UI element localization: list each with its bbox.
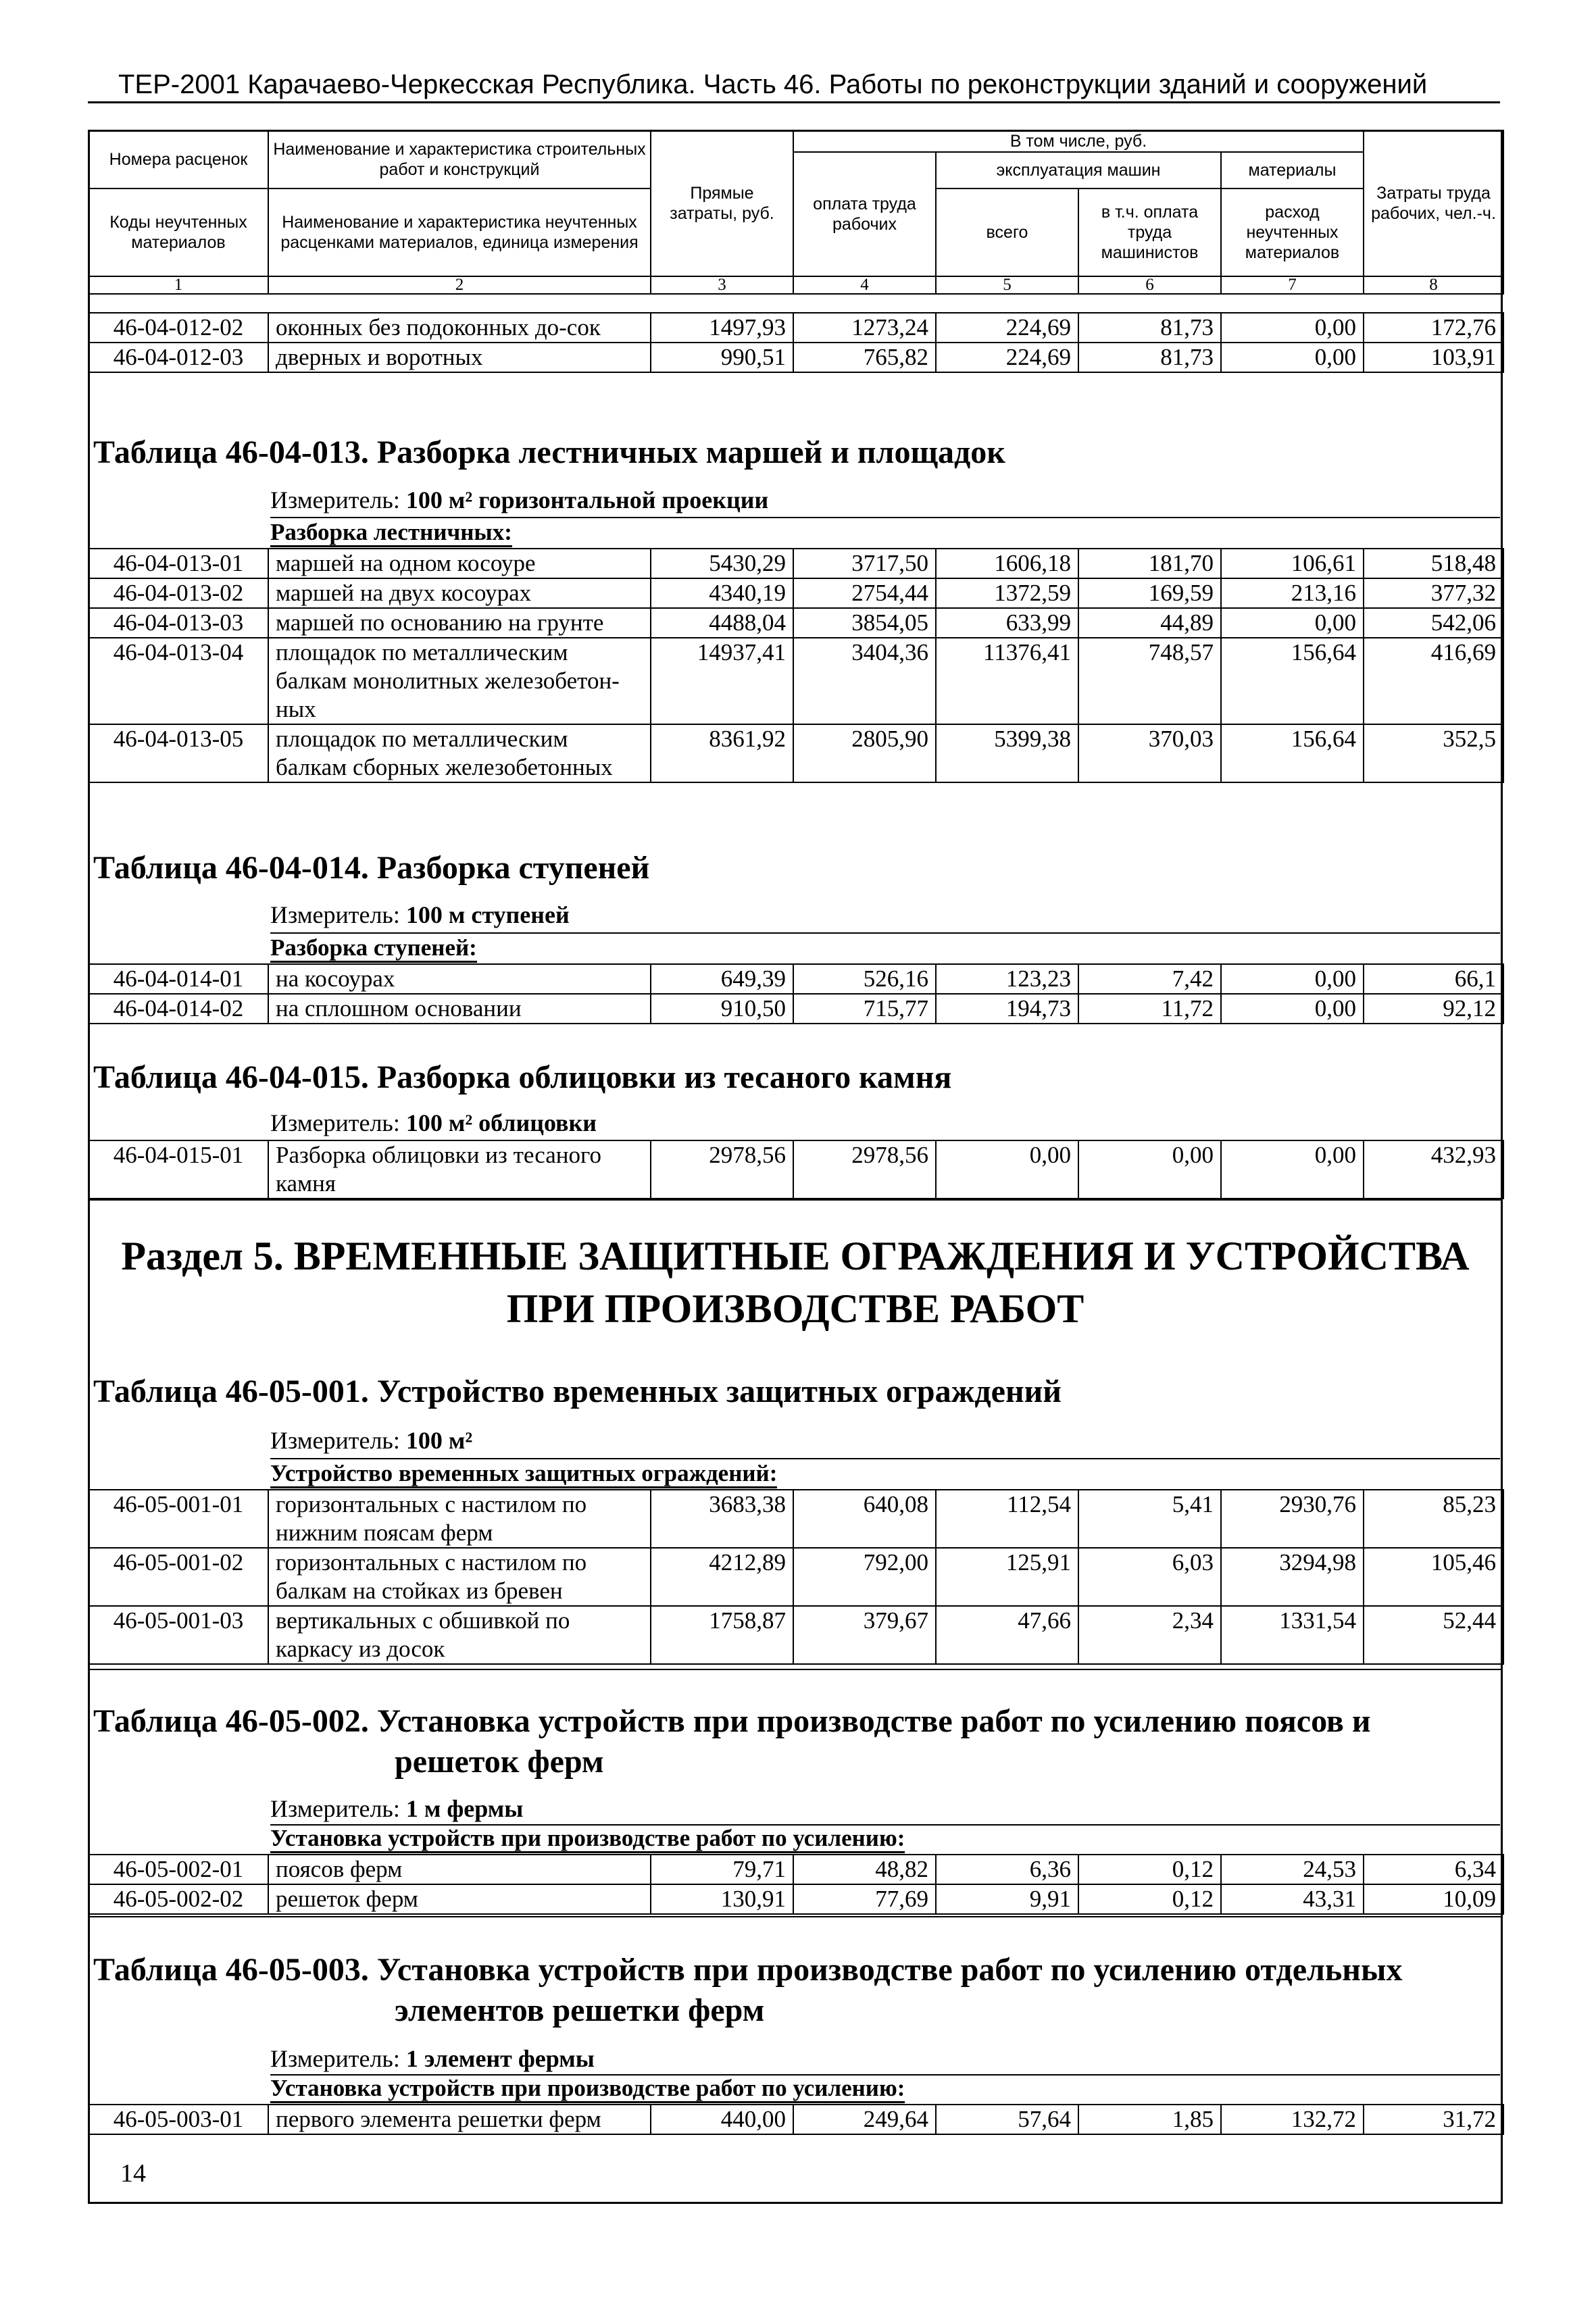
header-num-2: 2 [268, 276, 651, 294]
table-row [89, 313, 1503, 343]
wages-value: 1273,24 [793, 313, 936, 343]
header-wages: оплата труда рабочих [793, 152, 936, 276]
table-row [89, 1855, 1503, 1884]
running-head-rule [88, 101, 1500, 103]
rate-code: 46-04-013-02 [89, 578, 268, 608]
wages-value: 715,77 [793, 994, 936, 1024]
header-unaccounted-names: Наименование и характеристика неучтенных расценками материалов, единица измерения [268, 188, 651, 276]
work-name: маршей на двух косоурах [268, 578, 651, 608]
rate-code: 46-04-013-05 [89, 724, 268, 782]
rows-46-04-013 [88, 548, 1504, 783]
header-unaccounted-codes: Коды неучтенных материалов [89, 188, 268, 276]
direct-costs-value: 4488,04 [651, 608, 793, 638]
table-row [89, 1884, 1503, 1914]
header-num-5: 5 [936, 276, 1078, 294]
direct-costs-value: 3683,38 [651, 1490, 793, 1548]
direct-costs-value: 440,00 [651, 2105, 793, 2134]
rows-46-04-012 [88, 312, 1504, 373]
table-title-46-05-003: Таблица 46-05-003. Установка устройств при производстве работ по усилению отдельных элементов решетки ферм [93, 1952, 1403, 2028]
unit-46-05-002: Измеритель: 1 м фермы [270, 1795, 524, 1822]
column-header-table [88, 130, 1504, 295]
materials-value: 0,00 [1221, 343, 1364, 372]
machines-wages-value: 5,41 [1078, 1490, 1221, 1548]
direct-costs-value: 1497,93 [651, 313, 793, 343]
work-name: площадок по металлическим балкам монолитных железобетон-ных [268, 638, 651, 724]
table-row [89, 1548, 1503, 1606]
machines-total-value: 224,69 [936, 343, 1078, 372]
wages-value: 249,64 [793, 2105, 936, 2134]
table-row [89, 638, 1503, 724]
divider [88, 1916, 1503, 1917]
header-num-3: 3 [651, 276, 793, 294]
header-work-name: Наименование и характеристика строительных работ и конструкций [268, 130, 651, 188]
materials-value: 132,72 [1221, 2105, 1364, 2134]
table-title-46-04-013: Таблица 46-04-013. Разборка лестничных маршей и площадок [93, 434, 1005, 470]
rate-code: 46-04-014-01 [89, 964, 268, 994]
rate-code: 46-04-013-03 [89, 608, 268, 638]
direct-costs-value: 2978,56 [651, 1140, 793, 1199]
rows-46-05-003 [88, 2104, 1504, 2135]
unit-46-04-015: Измеритель: 100 м² облицовки [270, 1109, 597, 1136]
work-name: вертикальных с обшивкой по каркасу из досок [268, 1606, 651, 1664]
machines-wages-value: 0,12 [1078, 1884, 1221, 1914]
wages-value: 3404,36 [793, 638, 936, 724]
rows-46-04-015 [88, 1140, 1504, 1199]
direct-costs-value: 14937,41 [651, 638, 793, 724]
table-row [89, 994, 1503, 1024]
wages-value: 526,16 [793, 964, 936, 994]
rows-46-05-002 [88, 1854, 1504, 1915]
rows-46-05-001 [88, 1489, 1504, 1665]
work-name: поясов ферм [268, 1855, 651, 1884]
header-including: В том числе, руб. [793, 130, 1364, 152]
unit-46-05-001: Измеритель: 100 м² [270, 1427, 473, 1454]
table-row [89, 1490, 1503, 1548]
table-row [89, 1140, 1503, 1199]
wages-value: 3854,05 [793, 608, 936, 638]
machines-wages-value: 0,12 [1078, 1855, 1221, 1884]
materials-value: 24,53 [1221, 1855, 1364, 1884]
work-name: первого элемента решетки ферм [268, 2105, 651, 2134]
unit-46-05-003: Измеритель: 1 элемент фермы [270, 2045, 595, 2072]
direct-costs-value: 1758,87 [651, 1606, 793, 1664]
labor-value: 103,91 [1364, 343, 1503, 372]
labor-value: 432,93 [1364, 1140, 1503, 1199]
rate-code: 46-05-002-02 [89, 1884, 268, 1914]
machines-wages-value: 81,73 [1078, 343, 1221, 372]
group-label-46-05-001: Устройство временных защитных ограждений: [270, 1459, 777, 1488]
materials-value: 156,64 [1221, 724, 1364, 782]
header-direct-costs: Прямые затраты, руб. [651, 130, 793, 276]
table-title-46-04-014: Таблица 46-04-014. Разборка ступеней [93, 850, 650, 886]
work-name: дверных и воротных [268, 343, 651, 372]
table-row [89, 964, 1503, 994]
table-row [89, 343, 1503, 372]
header-machines-total: всего [936, 188, 1078, 276]
wages-value: 640,08 [793, 1490, 936, 1548]
materials-value: 43,31 [1221, 1884, 1364, 1914]
labor-value: 31,72 [1364, 2105, 1503, 2134]
machines-wages-value: 11,72 [1078, 994, 1221, 1024]
work-name: горизонтальных с настилом по балкам на стойках из бревен [268, 1548, 651, 1606]
machines-wages-value: 2,34 [1078, 1606, 1221, 1664]
rows-46-04-014 [88, 963, 1504, 1024]
labor-value: 416,69 [1364, 638, 1503, 724]
materials-value: 3294,98 [1221, 1548, 1364, 1606]
section-title [88, 1230, 1503, 1335]
machines-total-value: 125,91 [936, 1548, 1078, 1606]
group-label-46-04-013: Разборка лестничных: [270, 518, 512, 547]
labor-value: 105,46 [1364, 1548, 1503, 1606]
labor-value: 52,44 [1364, 1606, 1503, 1664]
work-name: площадок по металлическим балкам сборных железобетонных [268, 724, 651, 782]
header-machines-wages: в т.ч. оплата труда машинистов [1078, 188, 1221, 276]
rate-code: 46-05-001-01 [89, 1490, 268, 1548]
work-name: на сплошном основании [268, 994, 651, 1024]
table-row [89, 608, 1503, 638]
machines-wages-value: 181,70 [1078, 549, 1221, 578]
machines-total-value: 194,73 [936, 994, 1078, 1024]
wages-value: 77,69 [793, 1884, 936, 1914]
rate-code: 46-05-003-01 [89, 2105, 268, 2134]
machines-wages-value: 1,85 [1078, 2105, 1221, 2134]
labor-value: 85,23 [1364, 1490, 1503, 1548]
rate-code: 46-04-012-03 [89, 343, 268, 372]
wages-value: 48,82 [793, 1855, 936, 1884]
table-row [89, 549, 1503, 578]
labor-value: 92,12 [1364, 994, 1503, 1024]
machines-total-value: 11376,41 [936, 638, 1078, 724]
rate-code: 46-05-001-03 [89, 1606, 268, 1664]
rate-code: 46-04-014-02 [89, 994, 268, 1024]
labor-value: 377,32 [1364, 578, 1503, 608]
machines-total-value: 57,64 [936, 2105, 1078, 2134]
header-machines: эксплуатация машин [936, 152, 1221, 188]
page-number: 14 [120, 2159, 146, 2188]
machines-total-value: 9,91 [936, 1884, 1078, 1914]
machines-wages-value: 7,42 [1078, 964, 1221, 994]
direct-costs-value: 4212,89 [651, 1548, 793, 1606]
machines-wages-value: 370,03 [1078, 724, 1221, 782]
direct-costs-value: 79,71 [651, 1855, 793, 1884]
machines-total-value: 1606,18 [936, 549, 1078, 578]
rate-code: 46-04-013-04 [89, 638, 268, 724]
labor-value: 10,09 [1364, 1884, 1503, 1914]
table-row [89, 1606, 1503, 1664]
unit-46-04-014: Измеритель: 100 м ступеней [270, 901, 570, 928]
rate-code: 46-04-015-01 [89, 1140, 268, 1199]
table-title-46-04-015: Таблица 46-04-015. Разборка облицовки из тесаного камня [93, 1059, 952, 1095]
group-label-46-04-014: Разборка ступеней: [270, 934, 477, 962]
machines-total-value: 1372,59 [936, 578, 1078, 608]
unit-46-04-013: Измеритель: 100 м² горизонтальной проекции [270, 486, 769, 513]
wages-value: 2805,90 [793, 724, 936, 782]
materials-value: 213,16 [1221, 578, 1364, 608]
direct-costs-value: 649,39 [651, 964, 793, 994]
header-num-1: 1 [89, 276, 268, 294]
machines-wages-value: 0,00 [1078, 1140, 1221, 1199]
labor-value: 6,34 [1364, 1855, 1503, 1884]
machines-wages-value: 81,73 [1078, 313, 1221, 343]
rate-code: 46-04-013-01 [89, 549, 268, 578]
machines-total-value: 0,00 [936, 1140, 1078, 1199]
labor-value: 518,48 [1364, 549, 1503, 578]
materials-value: 0,00 [1221, 964, 1364, 994]
header-labor: Затраты труда рабочих, чел.-ч. [1364, 130, 1503, 276]
materials-value: 0,00 [1221, 313, 1364, 343]
machines-wages-value: 6,03 [1078, 1548, 1221, 1606]
table-row [89, 578, 1503, 608]
group-label-46-05-003: Установка устройств при производстве работ по усилению: [270, 2074, 905, 2103]
section-title-line-2: ПРИ ПРОИЗВОДСТВЕ РАБОТ [506, 1286, 1084, 1331]
machines-wages-value: 748,57 [1078, 638, 1221, 724]
machines-total-value: 224,69 [936, 313, 1078, 343]
table-title-46-05-001: Таблица 46-05-001. Устройство временных защитных ограждений [93, 1374, 1062, 1409]
header-num-8: 8 [1364, 276, 1503, 294]
wages-value: 2978,56 [793, 1140, 936, 1199]
direct-costs-value: 990,51 [651, 343, 793, 372]
wages-value: 2754,44 [793, 578, 936, 608]
machines-wages-value: 44,89 [1078, 608, 1221, 638]
machines-total-value: 5399,38 [936, 724, 1078, 782]
machines-total-value: 47,66 [936, 1606, 1078, 1664]
divider [88, 1199, 1503, 1201]
section-title-line-1: Раздел 5. ВРЕМЕННЫЕ ЗАЩИТНЫЕ ОГРАЖДЕНИЯ И УСТРОЙСТВА [121, 1234, 1470, 1278]
direct-costs-value: 8361,92 [651, 724, 793, 782]
divider [88, 1669, 1503, 1670]
rate-code: 46-05-001-02 [89, 1548, 268, 1606]
direct-costs-value: 5430,29 [651, 549, 793, 578]
machines-total-value: 633,99 [936, 608, 1078, 638]
materials-value: 0,00 [1221, 1140, 1364, 1199]
work-name: маршей по основанию на грунте [268, 608, 651, 638]
table-title-46-05-002: Таблица 46-05-002. Установка устройств при производстве работ по усилению поясов и решеток ферм [93, 1703, 1371, 1780]
work-name: Разборка облицовки из тесаного камня [268, 1140, 651, 1199]
wages-value: 792,00 [793, 1548, 936, 1606]
materials-value: 106,61 [1221, 549, 1364, 578]
wages-value: 379,67 [793, 1606, 936, 1664]
table-row [89, 2105, 1503, 2134]
labor-value: 542,06 [1364, 608, 1503, 638]
header-materials-expense: расход неучтенных материалов [1221, 188, 1364, 276]
direct-costs-value: 910,50 [651, 994, 793, 1024]
direct-costs-value: 4340,19 [651, 578, 793, 608]
labor-value: 66,1 [1364, 964, 1503, 994]
materials-value: 1331,54 [1221, 1606, 1364, 1664]
header-num-4: 4 [793, 276, 936, 294]
labor-value: 172,76 [1364, 313, 1503, 343]
materials-value: 2930,76 [1221, 1490, 1364, 1548]
rate-code: 46-04-012-02 [89, 313, 268, 343]
header-rates-number: Номера расценок [89, 130, 268, 188]
work-name: на косоурах [268, 964, 651, 994]
direct-costs-value: 130,91 [651, 1884, 793, 1914]
machines-wages-value: 169,59 [1078, 578, 1221, 608]
rate-code: 46-05-002-01 [89, 1855, 268, 1884]
machines-total-value: 123,23 [936, 964, 1078, 994]
work-name: маршей на одном косоуре [268, 549, 651, 578]
work-name: горизонтальных с настилом по нижним поясам ферм [268, 1490, 651, 1548]
labor-value: 352,5 [1364, 724, 1503, 782]
materials-value: 156,64 [1221, 638, 1364, 724]
wages-value: 765,82 [793, 343, 936, 372]
group-label-46-05-002: Установка устройств при производстве работ по усилению: [270, 1824, 905, 1853]
header-num-7: 7 [1221, 276, 1364, 294]
work-name: решеток ферм [268, 1884, 651, 1914]
materials-value: 0,00 [1221, 608, 1364, 638]
work-name: оконных без подоконных до-сок [268, 313, 651, 343]
machines-total-value: 6,36 [936, 1855, 1078, 1884]
header-num-6: 6 [1078, 276, 1221, 294]
materials-value: 0,00 [1221, 994, 1364, 1024]
wages-value: 3717,50 [793, 549, 936, 578]
header-materials: материалы [1221, 152, 1364, 188]
running-head: ТЕР-2001 Карачаево-Черкесская Республика. Часть 46. Работы по реконструкции зданий и сооружений [118, 70, 1428, 99]
table-row [89, 724, 1503, 782]
machines-total-value: 112,54 [936, 1490, 1078, 1548]
